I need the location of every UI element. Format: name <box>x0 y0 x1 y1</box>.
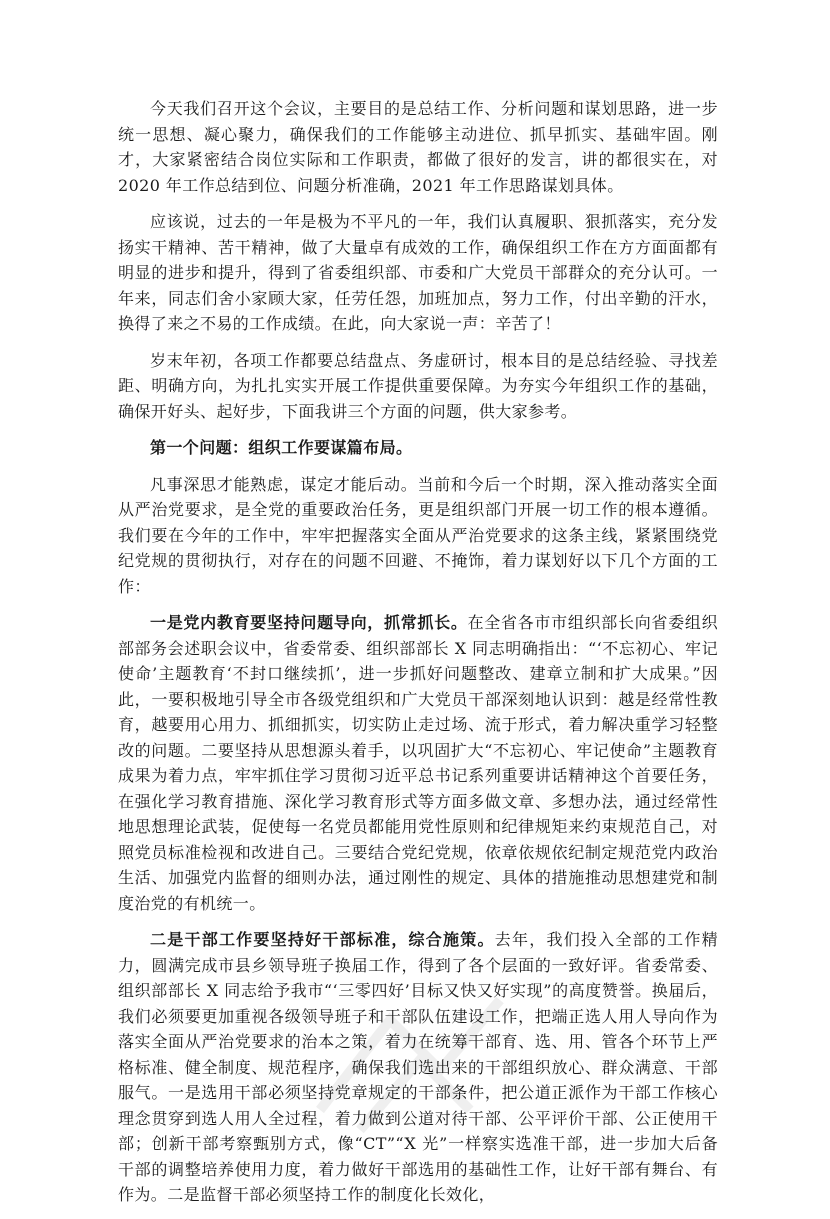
paragraph-6-lead: 二是干部工作要坚持好干部标准，综合施策。 <box>150 930 495 949</box>
paragraph-3: 岁末年初，各项工作都要总结盘点、务虚研讨，根本目的是总结经验、寻找差距、明确方向，为扎扎实实开展工作提供重要保障。为夯实今年组织工作的基础，确保开好头、起好步，下面我讲三个方面的问题，供大家参考。 <box>118 350 718 421</box>
section-heading-1: 第一个问题：组织工作要谋篇布局。 <box>150 438 413 457</box>
document-body <box>118 96 718 1219</box>
paragraph-6-text: 去年，我们投入全部的工作精力，圆满完成市县乡领导班子换届工作，得到了各个层面的一致好评。省委常委、组织部部长 X 同志给予我市“‘三零四好’目标又快又好实现”的高度赞誉。换届后，我们必须要更加重视各级领导班子和干部队伍建设工作，把端正选人用人导向作为落实全面从严治党要求的治本之策，着力在统筹干部育、选、用、管各个环节上严格标准、健全制度、规范程序，确保我们选出来的干部组织放心、群众满意、干部服气。一是选用干部必须坚持党章规定的干部条件，把公道正派作为干部工作核心理念贯穿到选人用人全过程，着力做到公道对待干部、公平评价干部、公正使用干部；创新干部考察甄别方式，像“CT”“X 光”一样察实选准干部，进一步加大后备干部的调整培养使用力度，着力做好干部选用的基础性工作，让好干部有舞台、有作为。二是监督干部必须坚持工作的制度化长效化， <box>118 930 718 1204</box>
paragraph-5-lead: 一是党内教育要坚持问题导向，抓常抓长。 <box>150 613 468 632</box>
paragraph-5 <box>118 610 718 916</box>
paragraph-2: 应该说，过去的一年是极为不平凡的一年，我们认真履职、狠抓落实，充分发扬实干精神、苦干精神，做了大量卓有成效的工作，确保组织工作在方方面面都有明显的进步和提升，得到了省委组织部、市委和广大党员干部群众的充分认可。一年来，同志们舍小家顾大家，任劳任怨，加班加点，努力工作，付出辛勤的汗水，换得了来之不易的工作成绩。在此，向大家说一声：辛苦了！ <box>118 212 718 333</box>
paragraph-1: 今天我们召开这个会议，主要目的是总结工作、分析问题和谋划思路，进一步统一思想、凝心聚力，确保我们的工作能够主动进位、抓早抓实、基础牢固。刚才，大家紧密结合岗位实际和工作职责，都做了很好的发言，讲的都很实在，对 2020 年工作总结到位、问题分析准确，2021 年工作思路谋划具体。 <box>118 99 718 195</box>
paragraph-4: 凡事深思才能熟虑，谋定才能后动。当前和今后一个时期，深入推动落实全面从严治党要求，是全党的重要政治任务，更是组织部门开展一切工作的根本遵循。我们要在今年的工作中，牢牢把握落实全面从严治党要求的这条主线，紧紧围绕党纪党规的贯彻执行，对存在的问题不回避、不掩饰，着力谋划好以下几个方面的工作： <box>118 474 718 596</box>
paragraph-5-text: 在全省各市市组织部长向省委组织部部务会述职会议中，省委常委、组织部部长 X 同志明确指出：“‘不忘初心、牢记使命’主题教育‘不封口继续抓’，进一步抓好问题整改、建章立制和扩大成果。”因此，一要积极地引导全市各级党组织和广大党员干部深刻地认识到：越是经常性教育，越要用心用力、抓细抓实，切实防止走过场、流于形式，着力解决重学习轻整改的问题。二要坚持从思想源头着手，以巩固扩大“不忘初心、牢记使命”主题教育成果为着力点，牢牢抓住学习贯彻习近平总书记系列重要讲话精神这个首要任务，在强化学习教育措施、深化学习教育形式等方面多做文章、多想办法，通过经常性地思想理论武装，促使每一名党员都能用党性原则和纪律规矩来约束规范自己，对照党员标准检视和改进自己。三要结合党纪党规，依章依规依纪制定规范党内政治生活、加强党内监督的细则办法，通过刚性的规定、具体的措施推动思想建党和制度治党的有机统一。 <box>118 613 718 913</box>
paragraph-6 <box>118 927 718 1208</box>
